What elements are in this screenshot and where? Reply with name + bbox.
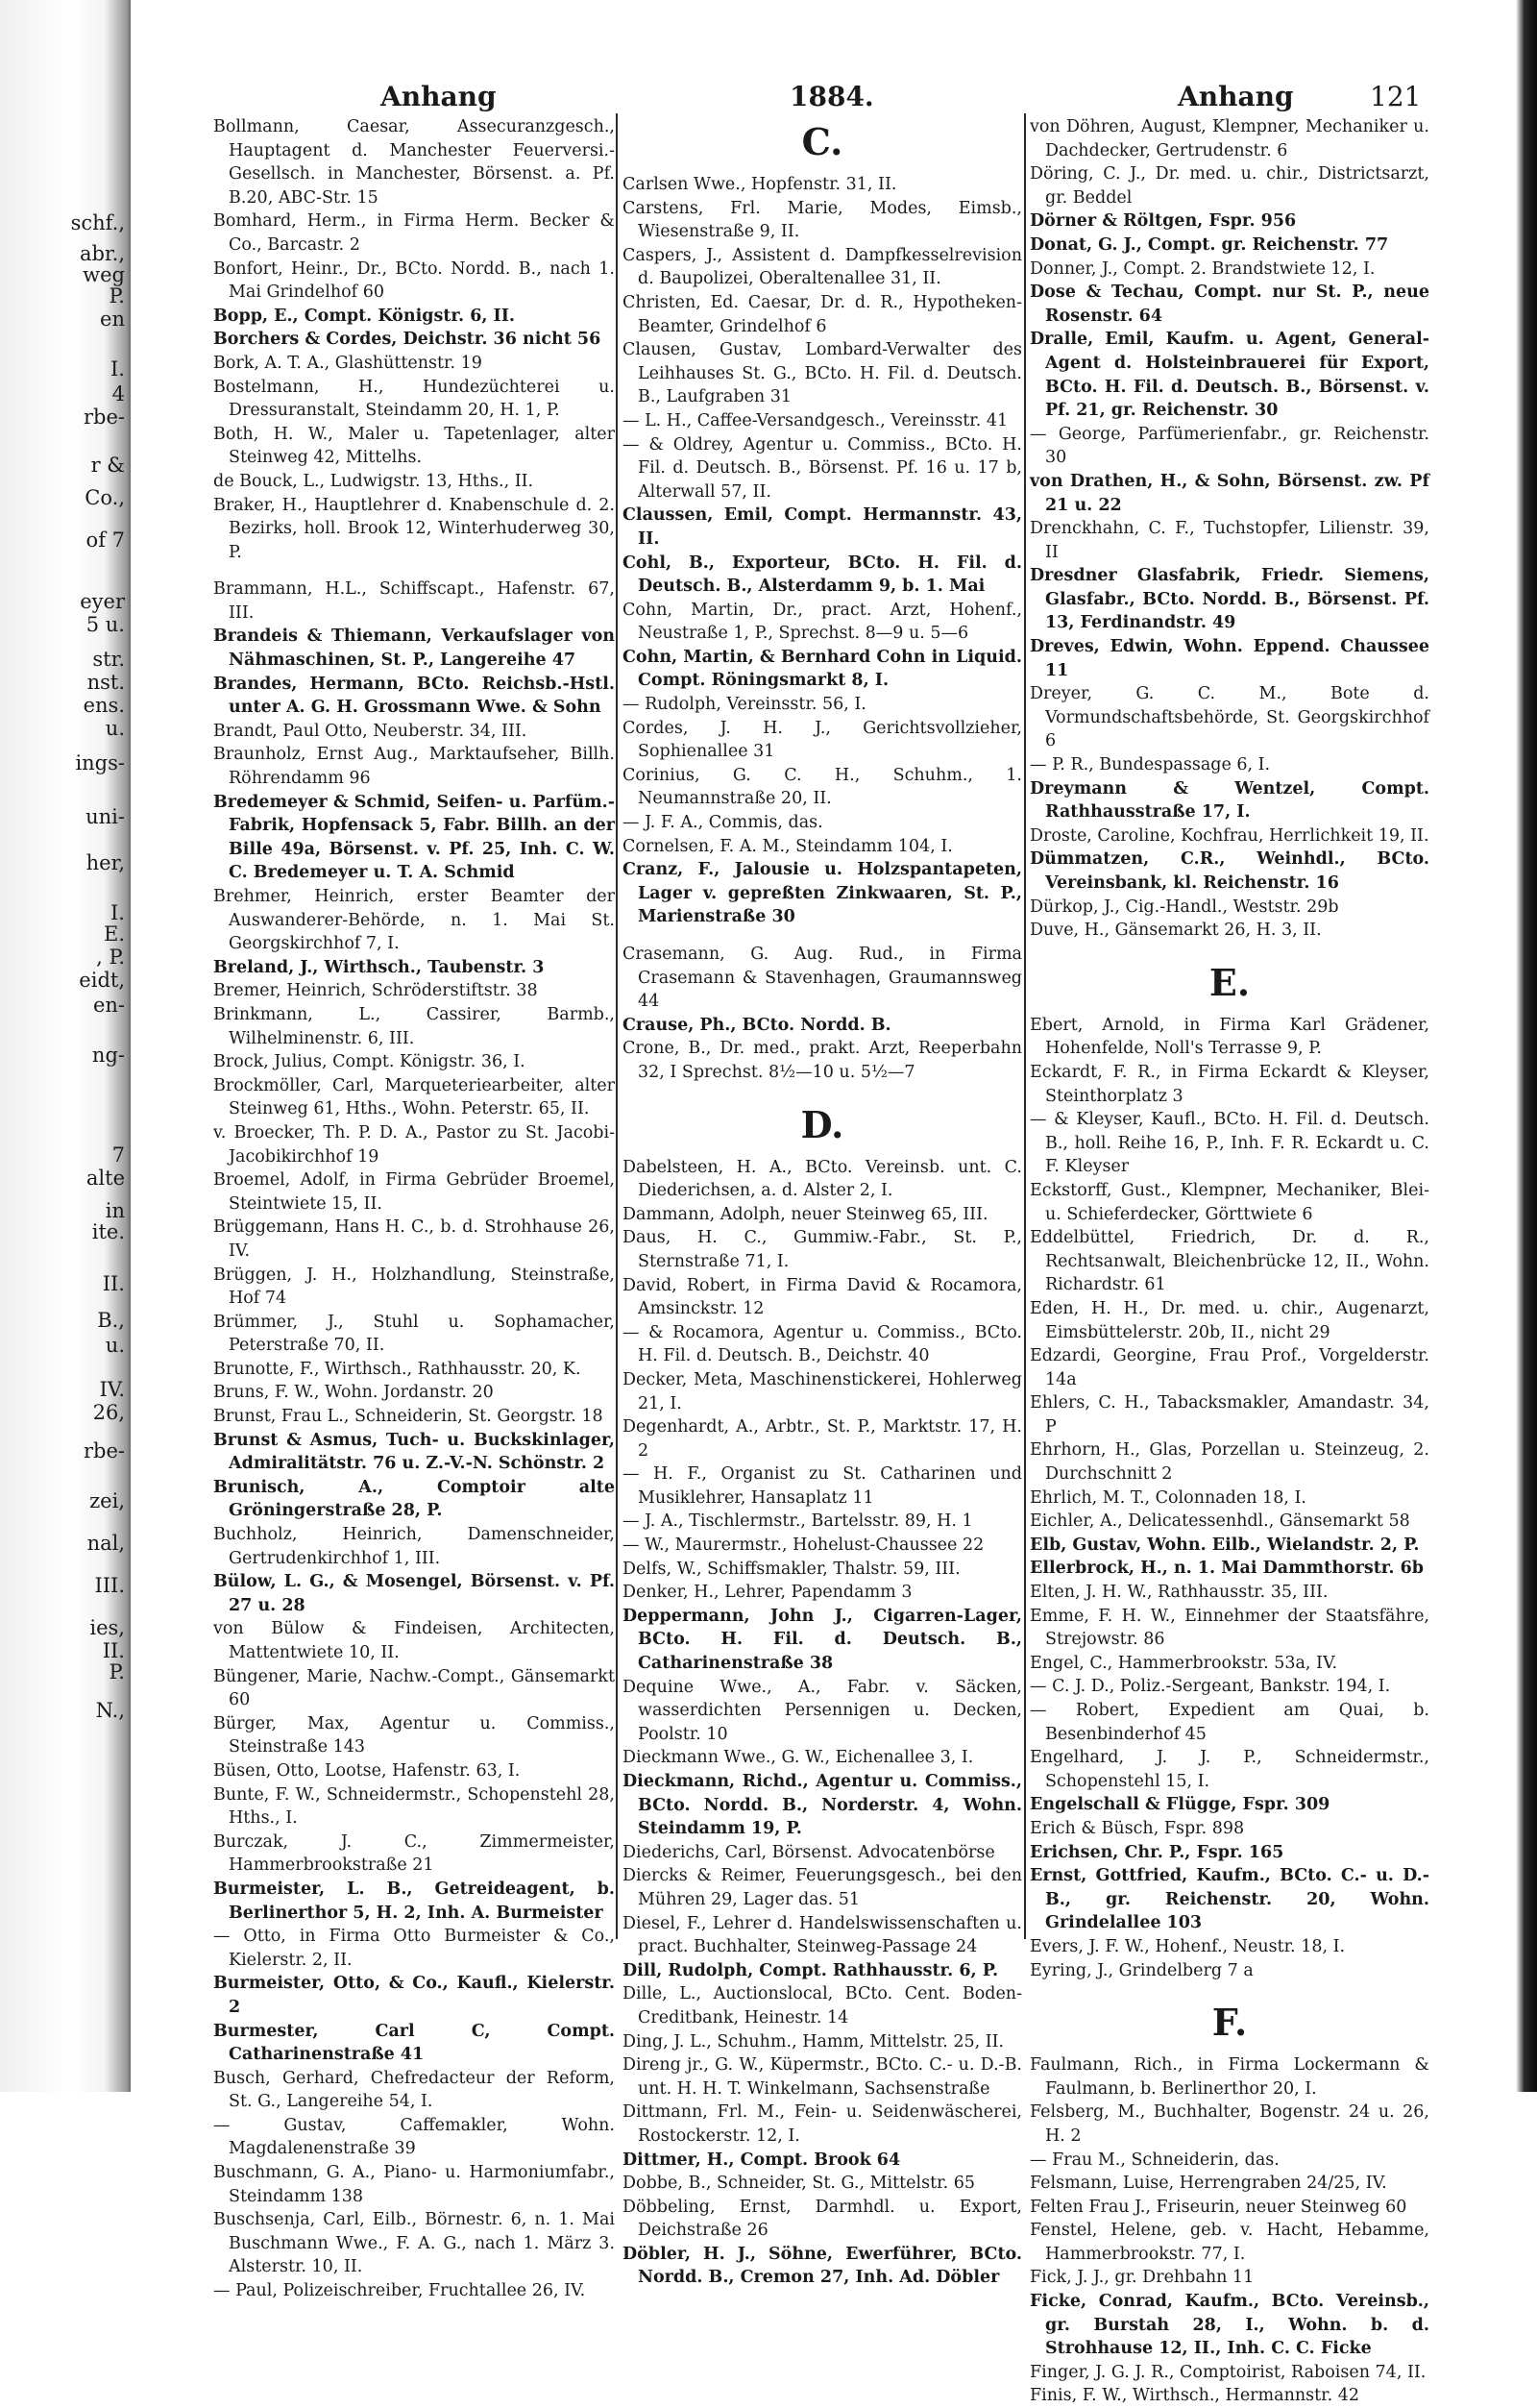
facing-page-fragment: 5 u. <box>85 613 125 636</box>
directory-entry: Bonfort, Heinr., Dr., BCto. Nordd. B., nach 1. Mai Grindelhof 60 <box>213 258 615 303</box>
facing-page-fragment: B., <box>97 1309 125 1332</box>
directory-entry: Dammann, Adolph, neuer Steinweg 65, III. <box>622 1204 988 1224</box>
directory-entry: David, Robert, in Firma David & Rocamora, Amsinckstr. 12 <box>622 1275 1022 1319</box>
directory-entry: Dieckmann Wwe., G. W., Eichenallee 3, I. <box>622 1748 974 1768</box>
directory-entry: Christen, Ed. Caesar, Dr. d. R., Hypotheken-Beamter, Grindelhof 6 <box>622 292 1022 336</box>
facing-page-fragment: rbe- <box>83 405 125 429</box>
directory-entry: Bürger, Max, Agentur u. Commiss., Steinstraße 143 <box>213 1713 615 1757</box>
directory-entry: Degenhardt, A., Arbtr., St. P., Marktstr. 17, H. 2 <box>622 1417 1022 1461</box>
directory-entry: Dittmer, H., Compt. Brook 64 <box>622 2150 901 2170</box>
directory-entry: Deppermann, John J., Cigarren-Lager, BCto. H. Fil. d. Deutsch. B., Catharinenstraße 38 <box>622 1606 1022 1674</box>
directory-entry: Bork, A. T. A., Glashüttenstr. 19 <box>213 353 482 373</box>
directory-entry: Crause, Ph., BCto. Nordd. B. <box>622 1015 891 1035</box>
directory-entry: — George, Parfümerienfabr., gr. Reichenstr. 30 <box>1030 424 1429 468</box>
directory-entry: Faulmann, Rich., in Firma Lockermann & Faulmann, b. Berlinerthor 20, I. <box>1030 2055 1429 2099</box>
directory-entry: Diesel, F., Lehrer d. Handelswissenschaften u. pract. Buchhalter, Steinweg-Passage 24 <box>622 1913 1022 1957</box>
directory-entry: Ernst, Gottfried, Kaufm., BCto. C.- u. D.-B., gr. Reichenstr. 20, Wohn. Grindelallee 103 <box>1030 1866 1429 1933</box>
directory-entry: Dreyer, G. C. M., Bote d. Vormundschaftsbehörde, St. Georgskirchhof 6 <box>1030 684 1429 751</box>
directory-entry: Clausen, Gustav, Lombard-Verwalter des Leihhauses St. G., BCto. H. Fil. d. Deutsch. B., Laufgraben 31 <box>622 340 1022 407</box>
directory-entry: Dresdner Glasfabrik, Friedr. Siemens, Glasfabr., BCto. Nordd. B., Börsenst. Pf. 13, Ferdinandstr. 49 <box>1030 566 1429 633</box>
directory-entry: Direng jr., G. W., Küpermstr., BCto. C.- u. D.-B. unt. H. H. T. Winkelmann, Sachsenstraße <box>622 2055 1022 2099</box>
directory-entry: de Bouck, L., Ludwigstr. 13, Hths., II. <box>213 471 534 491</box>
facing-page-fragment: eidt, <box>79 969 125 992</box>
directory-entry: Brock, Julius, Compt. Königstr. 36, I. <box>213 1052 525 1072</box>
directory-entry: Both, H. W., Maler u. Tapetenlager, alter Steinweg 42, Mittelhs. <box>213 424 615 468</box>
facing-page-fragment: ng- <box>91 1044 125 1067</box>
directory-entry: Decker, Meta, Maschinenstickerei, Hohlerweg 21, I. <box>622 1369 1022 1413</box>
directory-entry: Buchholz, Heinrich, Damenschneider, Gertrudenkirchhof 1, III. <box>213 1525 615 1568</box>
directory-entry: Dequine Wwe., A., Fabr. v. Säcken, wasserdichten Persennigen u. Decken, Poolstr. 10 <box>622 1677 1022 1744</box>
directory-entry: Eckardt, F. R., in Firma Eckardt & Kleyser, Steinthorplatz 3 <box>1030 1062 1429 1106</box>
directory-entry: Crone, B., Dr. med., prakt. Arzt, Reeperbahn 32, I Sprechst. 8½—10 u. 5½—7 <box>622 1039 1022 1082</box>
directory-entry: Dobbe, B., Schneider, St. G., Mittelstr. 65 <box>622 2174 975 2194</box>
facing-page-fragment: zei, <box>89 1489 125 1512</box>
facing-page-fragment: en <box>100 307 125 331</box>
column-divider <box>616 113 618 1939</box>
directory-entry: Dose & Techau, Compt. nur St. P., neue Rosenstr. 64 <box>1030 283 1429 326</box>
facing-page-fragment: ens. <box>83 694 125 717</box>
directory-entry: Burmeister, Otto, & Co., Kaufl., Kielerstr. 2 <box>213 1974 615 2017</box>
page-header <box>192 81 1422 115</box>
directory-entry: Brockmöller, Carl, Marqueteriearbeiter, alter Steinweg 61, Hths., Wohn. Peterstr. 65, II. <box>213 1075 615 1119</box>
directory-entry: Brandeis & Thiemann, Verkaufslager von Nähmaschinen, St. P., Langereihe 47 <box>213 627 615 671</box>
directory-entry: — J. F. A., Commis, das. <box>622 813 823 833</box>
directory-entry: Elb, Gustav, Wohn. Eilb., Wielandstr. 2, P. <box>1030 1535 1420 1555</box>
facing-page-fragment: III. <box>94 1574 125 1597</box>
directory-entry: Burmeister, L. B., Getreideagent, b. Berlinerthor 5, H. 2, Inh. A. Burmeister <box>213 1879 615 1923</box>
directory-entry: — W., Maurermstr., Hohelust-Chaussee 22 <box>622 1536 985 1556</box>
facing-page-fragment: Co., <box>85 486 125 509</box>
directory-entry: von Drathen, H., & Sohn, Börsenst. zw. Pf 21 u. 22 <box>1030 471 1429 515</box>
facing-page-fragment: N., <box>95 1699 125 1722</box>
facing-page-fragment: str. <box>92 648 125 671</box>
directory-entry: — Frau M., Schneiderin, das. <box>1030 2150 1280 2170</box>
directory-entry: Bostelmann, H., Hundezüchterei u. Dressuranstalt, Steindamm 20, H. 1, P. <box>213 377 615 421</box>
directory-entry: Daus, H. C., Gummiw.-Fabr., St. P., Sternstraße 71, I. <box>622 1228 1022 1271</box>
directory-entry: Bredemeyer & Schmid, Seifen- u. Parfüm.-Fabrik, Hopfensack 5, Fabr. Billh. an der Bille 49a, Börsenst. v. Pf. 25, Inh. C. W. C. Bredemeyer u. T. A. Schmid <box>213 792 615 883</box>
directory-entry: Brunst, Frau L., Schneiderin, St. Georgstr. 18 <box>213 1407 603 1427</box>
section-letter: E. <box>1208 960 1251 1004</box>
facing-page-fragment: u. <box>105 1334 125 1357</box>
facing-page-fragment: P. <box>109 284 125 307</box>
left-page-spine <box>0 0 131 2092</box>
facing-page-fragment: alte <box>85 1167 125 1190</box>
facing-page-fragment: I. <box>110 357 125 381</box>
directory-entry: Engel, C., Hammerbrookstr. 53a, IV. <box>1030 1653 1338 1673</box>
directory-entry: Dralle, Emil, Kaufm. u. Agent, General-Agent d. Holsteinbrauerei für Export, BCto. H. Fil. d. Deutsch. B., Börsenst. v. Pf. 21, gr. Reichenstr. 30 <box>1030 330 1429 421</box>
directory-entry: Cordes, J. H. J., Gerichtsvollzieher, Sophienallee 31 <box>622 718 1022 762</box>
directory-entry: Brandes, Hermann, BCto. Reichsb.-Hstl. unter A. G. H. Grossmann Wwe. & Sohn <box>213 674 615 718</box>
directory-entry: Cohn, Martin, Dr., pract. Arzt, Hohenf., Neustraße 1, P., Sprechst. 8—9 u. 5—6 <box>622 600 1022 644</box>
facing-page-fragment: en- <box>92 994 125 1017</box>
directory-entry: von Bülow & Findeisen, Architecten, Mattentwiete 10, II. <box>213 1619 615 1662</box>
directory-entry: — Robert, Expedient am Quai, b. Besenbinderhof 45 <box>1030 1701 1429 1744</box>
directory-entry: Evers, J. F. W., Hohenf., Neustr. 18, I. <box>1030 1936 1346 1956</box>
directory-entry: Brinkmann, L., Cassirer, Barmb., Wilhelminenstr. 6, III. <box>213 1004 615 1048</box>
directory-entry: — L. H., Caffee-Versandgesch., Vereinsstr. 41 <box>622 410 1009 430</box>
directory-entry: Bruns, F. W., Wohn. Jordanstr. 20 <box>213 1383 494 1403</box>
directory-entry: Büngener, Marie, Nachw.-Compt., Gänsemarkt 60 <box>213 1666 615 1710</box>
directory-entry: — J. A., Tischlermstr., Bartelsstr. 89, H. 1 <box>622 1511 973 1532</box>
facing-page-fragment: II. <box>102 1272 125 1295</box>
directory-entry: Bremer, Heinrich, Schröderstiftstr. 38 <box>213 981 538 1001</box>
directory-entry: — & Rocamora, Agentur u. Commiss., BCto. H. Fil. d. Deutsch. B., Deichstr. 40 <box>622 1322 1022 1366</box>
directory-entry: Delfs, W., Schiffsmakler, Thalstr. 59, III. <box>622 1559 961 1579</box>
directory-entry: Dittmann, Frl. M., Fein- u. Seidenwäscherei, Rostockerstr. 12, I. <box>622 2102 1022 2146</box>
directory-entry: Eden, H. H., Dr. med. u. chir., Augenarzt, Eimsbüttelerstr. 20b, II., nicht 29 <box>1030 1298 1429 1342</box>
directory-entry: Dreymann & Wentzel, Compt. Rathhausstraße 17, I. <box>1030 778 1429 823</box>
directory-entry: Carstens, Frl. Marie, Modes, Eimsb., Wiesenstraße 9, II. <box>622 198 1022 242</box>
directory-entry: — & Oldrey, Agentur u. Commiss., BCto. H. Fil. d. Deutsch. B., Börsenst. Pf. 16 u. 17 b, Alterwall 57, II. <box>622 434 1022 502</box>
directory-entry: Diederichs, Carl, Börsenst. Advocatenbörse <box>622 1842 995 1862</box>
directory-entry: Felten Frau J., Friseurin, neuer Steinweg 60 <box>1030 2197 1407 2217</box>
spacer <box>213 564 615 577</box>
facing-page-fragment: nst. <box>86 671 125 694</box>
facing-page-fragment: IV. <box>99 1378 125 1401</box>
directory-entry: Ehrhorn, H., Glas, Porzellan u. Steinzeug, 2. Durchschnitt 2 <box>1030 1440 1429 1485</box>
directory-entry: Droste, Caroline, Kochfrau, Herrlichkeit 19, II. <box>1030 825 1429 846</box>
page-number: 121 <box>1370 81 1422 112</box>
header-right-title: Anhang <box>1178 81 1294 112</box>
directory-entry: Dille, L., Auctionslocal, BCto. Cent. Boden-Creditbank, Heinestr. 14 <box>622 1984 1022 2027</box>
directory-entry: Bunte, F. W., Schneidermstr., Schopenstehl 28, Hths., I. <box>213 1784 615 1829</box>
facing-page-fragment: rbe- <box>83 1439 125 1462</box>
directory-entry: Brüggen, J. H., Holzhandlung, Steinstraße, Hof 74 <box>213 1265 615 1309</box>
directory-entry: Eichler, A., Delicatessenhdl., Gänsemarkt 58 <box>1030 1511 1410 1532</box>
directory-entry: — H. F., Organist zu St. Catharinen und Musiklehrer, Hansaplatz 11 <box>622 1464 1022 1508</box>
spacer <box>622 929 1022 943</box>
directory-entry: Donat, G. J., Compt. gr. Reichenstr. 77 <box>1030 234 1389 255</box>
directory-entry: Buschsenja, Carl, Eilb., Börnestr. 6, n. 1. Mai Buschmann Wwe., F. A. G., nach 1. März 3. Alsterstr. 10, II. <box>213 2210 615 2277</box>
directory-entry: Brunisch, A., Comptoir alte Gröningerstraße 28, P. <box>213 1477 615 1521</box>
directory-entry: Brunst & Asmus, Tuch- u. Buckskinlager, Admiralitätstr. 76 u. Z.-V.-N. Schönstr. 2 <box>213 1430 615 1474</box>
directory-entry: Cornelsen, F. A. M., Steindamm 104, I. <box>622 836 953 856</box>
directory-entry: Borchers & Cordes, Deichstr. 36 nicht 56 <box>213 330 601 350</box>
directory-entry: Fenstel, Helene, geb. v. Hacht, Hebamme, Hammerbrookstr. 77, I. <box>1030 2221 1429 2264</box>
directory-entry: Broemel, Adolf, in Firma Gebrüder Broemel, Steintwiete 15, II. <box>213 1170 615 1214</box>
directory-entry: Cohn, Martin, & Bernhard Cohn in Liquid. Compt. Röningsmarkt 8, I. <box>622 647 1022 691</box>
directory-entry: Dieckmann, Richd., Agentur u. Commiss., BCto. Nordd. B., Norderstr. 4, Wohn. Steindamm 19, P. <box>622 1772 1022 1839</box>
facing-page-fragment: abr., <box>79 242 125 265</box>
directory-entry: Engelschall & Flügge, Fspr. 309 <box>1030 1795 1330 1815</box>
directory-entry: Ebert, Arnold, in Firma Karl Grädener, Hohenfelde, Noll's Terrasse 9, P. <box>1030 1015 1429 1059</box>
facing-page-fragment: II. <box>102 1639 125 1662</box>
directory-entry: — Gustav, Caffemakler, Wohn. Magdalenenstraße 39 <box>213 2115 615 2159</box>
right-page-edge <box>1516 0 1537 2092</box>
directory-column-1 <box>213 115 615 2301</box>
directory-entry: Dill, Rudolph, Compt. Rathhausstr. 6, P. <box>622 1960 999 1980</box>
column-divider <box>1024 113 1026 1939</box>
directory-entry: Dürkop, J., Cig.-Handl., Weststr. 29b <box>1030 897 1339 917</box>
directory-entry: Carlsen Wwe., Hopfenstr. 31, II. <box>622 175 897 194</box>
section-letter: F. <box>1211 2001 1248 2045</box>
directory-entry: Braunholz, Ernst Aug., Marktaufseher, Billh. Röhrendamm 96 <box>213 745 615 789</box>
directory-entry: Bülow, L. G., & Mosengel, Börsenst. v. Pf. 27 u. 28 <box>213 1572 615 1615</box>
directory-entry: Brunotte, F., Wirthsch., Rathhausstr. 20, K. <box>213 1359 581 1379</box>
facing-page-fragment: r & <box>90 454 125 477</box>
directory-entry: Döbler, H. J., Söhne, Ewerführer, BCto. Nordd. B., Cremon 27, Inh. Ad. Döbler <box>622 2244 1022 2288</box>
facing-page-fragment: 4 <box>111 382 125 405</box>
directory-entry: Büsen, Otto, Lootse, Hafenstr. 63, I. <box>213 1760 521 1781</box>
spacer <box>622 1085 1022 1098</box>
directory-entry: Eyring, J., Grindelberg 7 a <box>1030 1960 1254 1980</box>
directory-entry: — Otto, in Firma Otto Burmeister & Co., Kielerstr. 2, II. <box>213 1927 615 1970</box>
directory-entry: Duve, H., Gänsemarkt 26, H. 3, II. <box>1030 921 1322 941</box>
directory-entry: Bopp, E., Compt. Königstr. 6, II. <box>213 306 516 326</box>
directory-entry: Erichsen, Chr. P., Fspr. 165 <box>1030 1842 1284 1862</box>
directory-entry: — Rudolph, Vereinsstr. 56, I. <box>622 695 866 715</box>
directory-entry: Dreves, Edwin, Wohn. Eppend. Chaussee 11 <box>1030 637 1429 680</box>
facing-page-fragment: ite. <box>91 1220 125 1243</box>
directory-entry: Denker, H., Lehrer, Papendamm 3 <box>622 1583 913 1603</box>
directory-entry: Döbbeling, Ernst, Darmhdl. u. Export, Deichstraße 26 <box>622 2197 1022 2241</box>
facing-page-fragment: ings- <box>75 751 125 774</box>
directory-entry: Fick, J. J., gr. Drehbahn 11 <box>1030 2268 1255 2288</box>
directory-entry: Brümmer, J., Stuhl u. Sophamacher, Peterstraße 70, II. <box>213 1312 615 1356</box>
directory-entry: Felsmann, Luise, Herrengraben 24/25, IV. <box>1030 2174 1387 2194</box>
directory-entry: Dabelsteen, H. A., BCto. Vereinsb. unt. C. Diederichsen, a. d. Alster 2, I. <box>622 1157 1022 1201</box>
directory-entry: Finger, J. G. J. R., Comptoirist, Raboisen 74, II. <box>1030 2362 1427 2382</box>
facing-page-fragment: in <box>105 1199 125 1222</box>
directory-entry: Burmester, Carl C, Compt. Catharinenstraße 41 <box>213 2021 615 2065</box>
directory-entry: Buschmann, G. A., Piano- u. Harmoniumfabr., Steindamm 138 <box>213 2163 615 2206</box>
facing-page-fragment: P. <box>109 1660 125 1683</box>
directory-entry: Ficke, Conrad, Kaufm., BCto. Vereinsb., gr. Burstah 28, I., Wohn. b. d. Strohhause 12, II., Inh. C. C. Ficke <box>1030 2292 1429 2359</box>
directory-entry: Ding, J. L., Schuhm., Hamm, Mittelstr. 25, II. <box>622 2031 1005 2052</box>
section-letter: D. <box>800 1102 844 1146</box>
directory-entry: Cohl, B., Exporteur, BCto. H. Fil. d. Deutsch. B., Alsterdamm 9, b. 1. Mai <box>622 553 1022 597</box>
directory-entry: — & Kleyser, Kaufl., BCto. H. Fil. d. Deutsch. B., holl. Reihe 16, P., Inh. F. R. Eckardt u. C. F. Kleyser <box>1030 1110 1429 1177</box>
directory-entry: v. Broecker, Th. P. D. A., Pastor zu St. Jacobi-Jacobikirchhof 19 <box>213 1122 615 1167</box>
facing-page-fragment: 7 <box>111 1143 125 1167</box>
facing-page-fragment: I. <box>110 901 125 924</box>
directory-entry: Elten, J. H. W., Rathhausstr. 35, III. <box>1030 1583 1329 1603</box>
directory-entry: Braker, H., Hauptlehrer d. Knabenschule d. 2. Bezirks, holl. Brook 12, Winterhuderweg 30, P. <box>213 495 615 562</box>
directory-entry: Claussen, Emil, Compt. Hermannstr. 43, II. <box>622 505 1022 549</box>
directory-entry: Brehmer, Heinrich, erster Beamter der Auswanderer-Behörde, n. 1. Mai St. Georgskirchhof 7, I. <box>213 887 615 954</box>
directory-entry: Crasemann, G. Aug. Rud., in Firma Crasemann & Stavenhagen, Graumannsweg 44 <box>622 945 1022 1012</box>
directory-entry: Döring, C. J., Dr. med. u. chir., Districtsarzt, gr. Beddel <box>1030 164 1429 208</box>
directory-column-2 <box>622 115 1022 2288</box>
facing-page-fragment: ies, <box>89 1616 125 1639</box>
directory-entry: Corinius, G. C. H., Schuhm., 1. Neumannstraße 20, II. <box>622 765 1022 809</box>
directory-entry: Burczak, J. C., Zimmermeister, Hammerbrookstraße 21 <box>213 1831 615 1876</box>
directory-entry: Bollmann, Caesar, Assecuranzgesch., Hauptagent d. Manchester Feuerversi.-Gesellsch. in Manchester, Börsenst. a. Pf. B.20, ABC-Str. 15 <box>213 117 615 208</box>
directory-entry: Engelhard, J. J. P., Schneidermstr., Schopenstehl 15, I. <box>1030 1748 1429 1791</box>
directory-entry: Bomhard, Herm., in Firma Herm. Becker & Co., Barcastr. 2 <box>213 211 615 255</box>
directory-entry: Emme, F. H. W., Einnehmer der Staatsfähre, Strejowstr. 86 <box>1030 1606 1429 1650</box>
directory-entry: Finis, F. W., Wirthsch., Hermannstr. 42 <box>1030 2386 1359 2406</box>
directory-entry: Donner, J., Compt. 2. Brandstwiete 12, I. <box>1030 258 1376 279</box>
facing-page-fragment: her, <box>85 851 125 874</box>
directory-entry: Brandt, Paul Otto, Neuberstr. 34, III. <box>213 721 527 741</box>
facing-page-fragment: weg <box>83 263 125 286</box>
facing-page-fragment: 26, <box>92 1401 125 1424</box>
directory-entry: Caspers, J., Assistent d. Dampfkesselrevision d. Baupolizei, Oberaltenallee 31, II. <box>622 245 1022 289</box>
directory-entry: Busch, Gerhard, Chefredacteur der Reform, St. G., Langereihe 54, I. <box>213 2068 615 2112</box>
directory-entry: Breland, J., Wirthsch., Taubenstr. 3 <box>213 957 545 977</box>
facing-page-fragment: u. <box>105 717 125 740</box>
directory-column-3 <box>1030 115 1429 2406</box>
section-letter: C. <box>801 120 843 163</box>
directory-entry: Dümmatzen, C.R., Weinhdl., BCto. Vereinsbank, kl. Reichenstr. 16 <box>1030 849 1429 893</box>
facing-page-fragment: of 7 <box>85 528 125 552</box>
directory-entry: von Döhren, August, Klempner, Mechaniker u. Dachdecker, Gertrudenstr. 6 <box>1030 117 1429 160</box>
facing-page-fragment: , P. <box>96 946 125 969</box>
directory-entry: — P. R., Bundespassage 6, I. <box>1030 755 1271 775</box>
directory-entry: — C. J. D., Poliz.-Sergeant, Bankstr. 194, I. <box>1030 1677 1391 1697</box>
directory-entry: Edzardi, Georgine, Frau Prof., Vorgelderstr. 14a <box>1030 1346 1429 1389</box>
directory-entry: Cranz, F., Jalousie u. Holzspantapeten, Lager v. gepreßten Zinkwaaren, St. P., Marienstraße 30 <box>622 860 1022 927</box>
directory-entry: Felsberg, M., Buchhalter, Bogenstr. 24 u. 26, H. 2 <box>1030 2102 1429 2146</box>
directory-entry: Diercks & Reimer, Feuerungsgesch., bei den Mühren 29, Lager das. 51 <box>622 1866 1022 1909</box>
facing-page-fragment: nal, <box>86 1532 125 1555</box>
directory-entry: Brammann, H.L., Schiffscapt., Hafenstr. 67, III. <box>213 579 615 623</box>
facing-page-fragment: schf., <box>70 211 125 234</box>
facing-page-fragment: eyer <box>80 590 125 613</box>
facing-page-fragment: uni- <box>85 805 125 828</box>
directory-entry: Drenckhahn, C. F., Tuchstopfer, Lilienstr. 39, II <box>1030 519 1429 562</box>
directory-entry: Eddelbüttel, Friedrich, Dr. d. R., Rechtsanwalt, Bleichenbrücke 12, II., Wohn. Richardstr. 61 <box>1030 1228 1429 1295</box>
directory-entry: Eckstorff, Gust., Klempner, Mechaniker, Blei- u. Schieferdecker, Görttwiete 6 <box>1030 1180 1429 1224</box>
header-year: 1884. <box>790 81 874 112</box>
directory-entry: Ehlers, C. H., Tabacksmakler, Amandastr. 34, P <box>1030 1393 1429 1437</box>
directory-entry: Ehrlich, M. T., Colonnaden 18, I. <box>1030 1487 1306 1508</box>
directory-entry: Dörner & Röltgen, Fspr. 956 <box>1030 211 1297 232</box>
directory-entry: Erich & Büsch, Fspr. 898 <box>1030 1818 1245 1838</box>
directory-entry: Brüggemann, Hans H. C., b. d. Strohhause 26, IV. <box>213 1217 615 1261</box>
facing-page-fragment: E. <box>103 922 125 946</box>
directory-entry: — Paul, Polizeischreiber, Fruchtallee 26, IV. <box>213 2281 586 2301</box>
directory-entry: Ellerbrock, H., n. 1. Mai Dammthorstr. 6b <box>1030 1559 1425 1579</box>
spacer <box>1030 943 1429 956</box>
header-left-title: Anhang <box>380 81 497 112</box>
spacer <box>1030 1982 1429 1996</box>
